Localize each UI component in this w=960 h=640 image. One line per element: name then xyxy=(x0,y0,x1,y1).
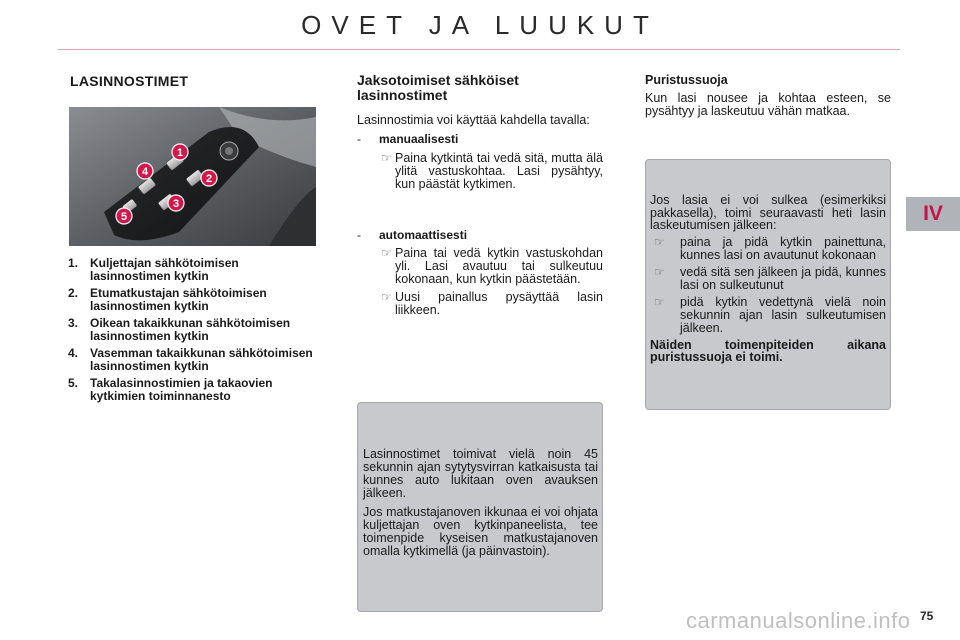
anti-pinch-title: Puristussuoja xyxy=(645,73,728,87)
chapter-tab: IV xyxy=(906,197,960,231)
legend-item: 1. Kuljettajan sähkötoimisen lasinnostimen kytkin xyxy=(68,256,239,283)
box-warning: Näiden toimenpiteiden aikana puristussuoja ei toimi. xyxy=(650,337,886,364)
info-box-reinitialise xyxy=(645,159,891,410)
manual-mode-label: - manuaalisesti xyxy=(357,132,459,146)
callout-1: 1 xyxy=(176,147,184,159)
sequential-windows-section xyxy=(357,114,603,317)
intro-text: Lasinnostimia voi käyttää kahdella tavalla: xyxy=(357,113,590,127)
pointing-hand-icon: ☞ xyxy=(654,234,665,249)
callout-4: 4 xyxy=(141,166,149,178)
callout-3: 3 xyxy=(172,198,180,210)
box-bullet: ☞ pidä kytkin vedettynä vielä noin sekunnin ajan lasin sulkeutumisen jälkeen. xyxy=(650,296,886,335)
info-box-timing xyxy=(357,402,603,612)
info-paragraph: Jos matkustajanoven ikkunaa ei voi ohjata kuljettajan oven kytkinpaneelista, tee toimenpide kyseisen matkustajanoven omalla kytkimellä (ja päinvastoin). xyxy=(363,505,598,558)
header-divider xyxy=(58,49,900,50)
anti-pinch-text: Kun lasi nousee ja kohtaa esteen, se pysähtyy ja laskeutuu vähän matkaa. xyxy=(645,91,891,118)
page-number: 75 xyxy=(920,609,934,623)
callout-5: 5 xyxy=(120,211,128,223)
pointing-hand-icon: ☞ xyxy=(654,264,665,279)
pointing-hand-icon: ☞ xyxy=(381,290,392,304)
pointing-hand-icon: ☞ xyxy=(654,294,665,309)
sequential-windows-title: Jaksotoimiset sähköiset lasinnostimet xyxy=(357,72,519,103)
box-bullet: ☞ vedä sitä sen jälkeen ja pidä, kunnes lasi on sulkeutunut xyxy=(650,266,886,292)
watermark: carmanualsonline.info xyxy=(686,608,911,633)
box-bullet: ☞ paina ja pidä kytkin painettuna, kunnes lasi on avautunut kokonaan xyxy=(650,236,886,262)
page-title: OVET JA LUUKUT xyxy=(301,10,659,40)
section-title: LASINNOSTIMET xyxy=(70,73,189,89)
auto-bullet: ☞ Uusi painallus pysäyttää lasin liikkeen. xyxy=(381,290,603,317)
switch-legend xyxy=(68,257,318,407)
auto-mode-label: - automaattisesti xyxy=(357,228,468,242)
info-paragraph: Lasinnostimet toimivat vielä noin 45 sekunnin ajan sytytysvirran katkaisusta tai kunnes auto lukitaan oven avauksen jälkeen. xyxy=(363,447,598,500)
legend-item: 2. Etumatkustajan sähkötoimisen lasinnostimen kytkin xyxy=(68,286,267,313)
callout-2: 2 xyxy=(205,173,213,185)
legend-item: 4. Vasemman takaikkunan sähkötoimisen lasinnostimen kytkin xyxy=(68,346,313,373)
legend-item: 3. Oikean takaikkunan sähkötoimisen lasinnostimen kytkin xyxy=(68,316,291,343)
pointing-hand-icon: ☞ xyxy=(381,246,392,260)
legend-item: 5. Takalasinnostimien ja takaovien kytkimien toiminnanesto xyxy=(68,376,273,403)
box-intro: Jos lasia ei voi sulkea (esimerkiksi pakkasella), toimi seuraavasti heti lasin laskeutumisen jälkeen: xyxy=(650,193,886,232)
pointing-hand-icon: ☞ xyxy=(381,151,392,165)
window-switch-panel-photo xyxy=(69,107,316,246)
manual-bullet: ☞ Paina kytkintä tai vedä sitä, mutta älä ylitä vastuskohtaa. Lasi pysähtyy, kun päästät kytkimen. xyxy=(381,151,603,191)
auto-bullet: ☞ Paina tai vedä kytkin vastuskohdan yli. Lasi avautuu tai sulkeutuu kokonaan, kun kytkin päästetään. xyxy=(381,246,603,286)
